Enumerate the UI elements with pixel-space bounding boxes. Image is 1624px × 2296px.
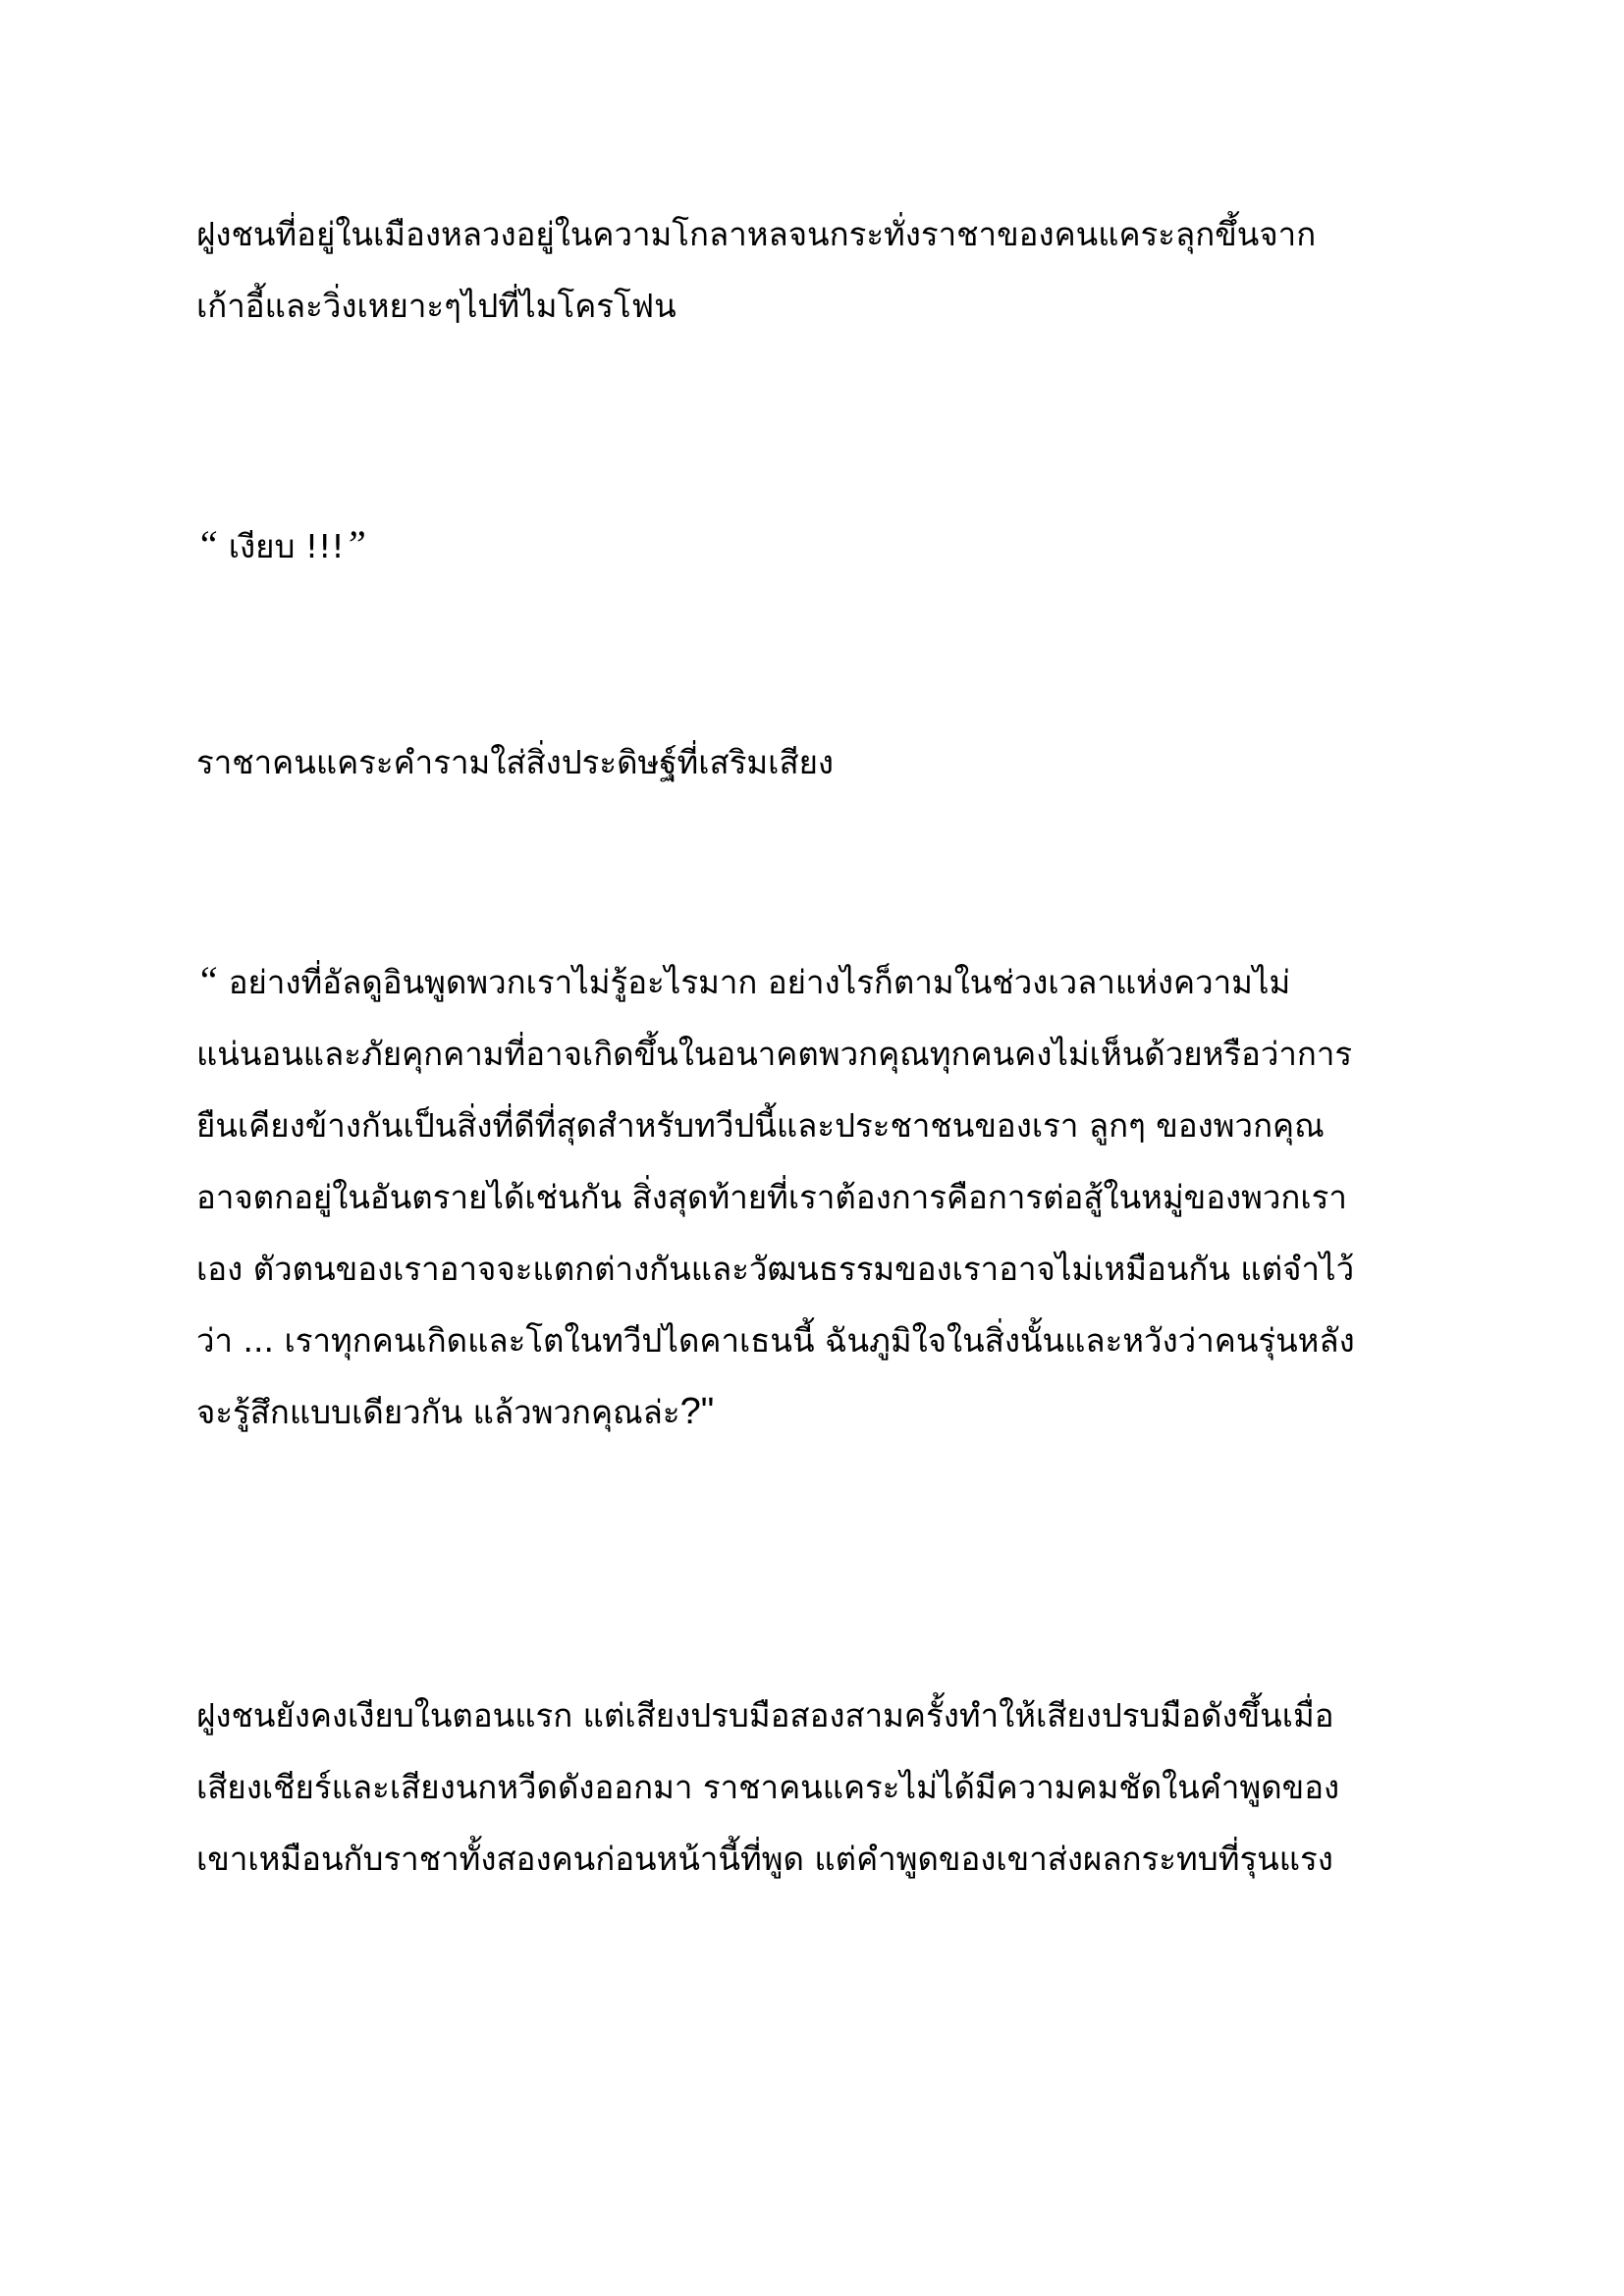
- text-line: [196, 944, 1463, 1018]
- speech-last-line: จะรู้สึกแบบเดียวกัน แล้วพวกคุณล่ะ: [196, 1393, 680, 1431]
- text-line: [196, 1376, 1463, 1448]
- text-line: อาจตกอยู่ในอันตรายได้เช่นกัน สิ่งสุดท้ายที่เราต้องการคือการต่อสู้ในหมู่ของพวกเรา: [196, 1178, 1347, 1216]
- narration-paragraph-1: [196, 198, 1463, 342]
- question-end-mark: ?": [679, 1391, 715, 1432]
- text-line: ฝูงชนยังคงเงียบในตอนแรก แต่เสียงปรบมือสองสามครั้งทำให้เสียงปรบมือดังขึ้นเมื่อ: [196, 1696, 1334, 1735]
- narration-paragraph-3: [196, 1680, 1463, 1895]
- text-line: ยืนเคียงข้างกันเป็นสิ่งที่ดีที่สุดสำหรับทวีปนี้และประชาชนของเรา ลูกๆ ของพวกคุณ: [196, 1106, 1325, 1145]
- text-line: เอง ตัวตนของเราอาจจะแตกต่างกันและวัฒนธรรมของเราอาจไม่เหมือนกัน แต่จำไว้: [196, 1250, 1355, 1288]
- close-quote: ”: [344, 522, 366, 566]
- text-line: ฝูงชนที่อยู่ในเมืองหลวงอยู่ในความโกลาหลจนกระทั่งราชาของคนแคระลุกขึ้นจาก: [196, 215, 1317, 253]
- text-line: เขาเหมือนกับราชาทั้งสองคนก่อนหน้านี้ที่พูด แต่คำพูดของเขาส่งผลกระทบที่รุนแรง: [196, 1840, 1333, 1878]
- text-line: ว่า ... เราทุกคนเกิดและโตในทวีปไดคาเธนนี้ ฉันภูมิใจในสิ่งนั้นและหวังว่าคนรุ่นหลัง: [196, 1321, 1355, 1360]
- text-line: แน่นอนและภัยคุกคามที่อาจเกิดขึ้นในอนาคตพวกคุณทุกคนคงไม่เห็นด้วยหรือว่าการ: [196, 1035, 1353, 1073]
- text-line: เก้าอี้และวิ่งเหยาะๆไปที่ไมโครโฟน: [196, 287, 677, 325]
- open-quote: “: [196, 958, 219, 1002]
- dialogue-speech: [196, 944, 1463, 1448]
- open-quote: “: [196, 522, 219, 566]
- speech-first-line: อย่างที่อัลดูอินพูดพวกเราไม่รู้อะไรมาก อย่างไรก็ตามในช่วงเวลาแห่งความไม่: [218, 963, 1291, 1001]
- dialogue-text: เงียบ !!!: [218, 527, 345, 565]
- text-line: เสียงเชียร์และเสียงนกหวีดดังออกมา ราชาคนแคระไม่ได้มีความคมชัดในคำพูดของ: [196, 1768, 1340, 1806]
- narration-paragraph-2: [196, 726, 1463, 798]
- text-line: [196, 508, 1463, 582]
- text-line: ราชาคนแคระคำรามใส่สิ่งประดิษฐ์ที่เสริมเสียง: [196, 743, 835, 781]
- dialogue-shout: [196, 508, 1463, 582]
